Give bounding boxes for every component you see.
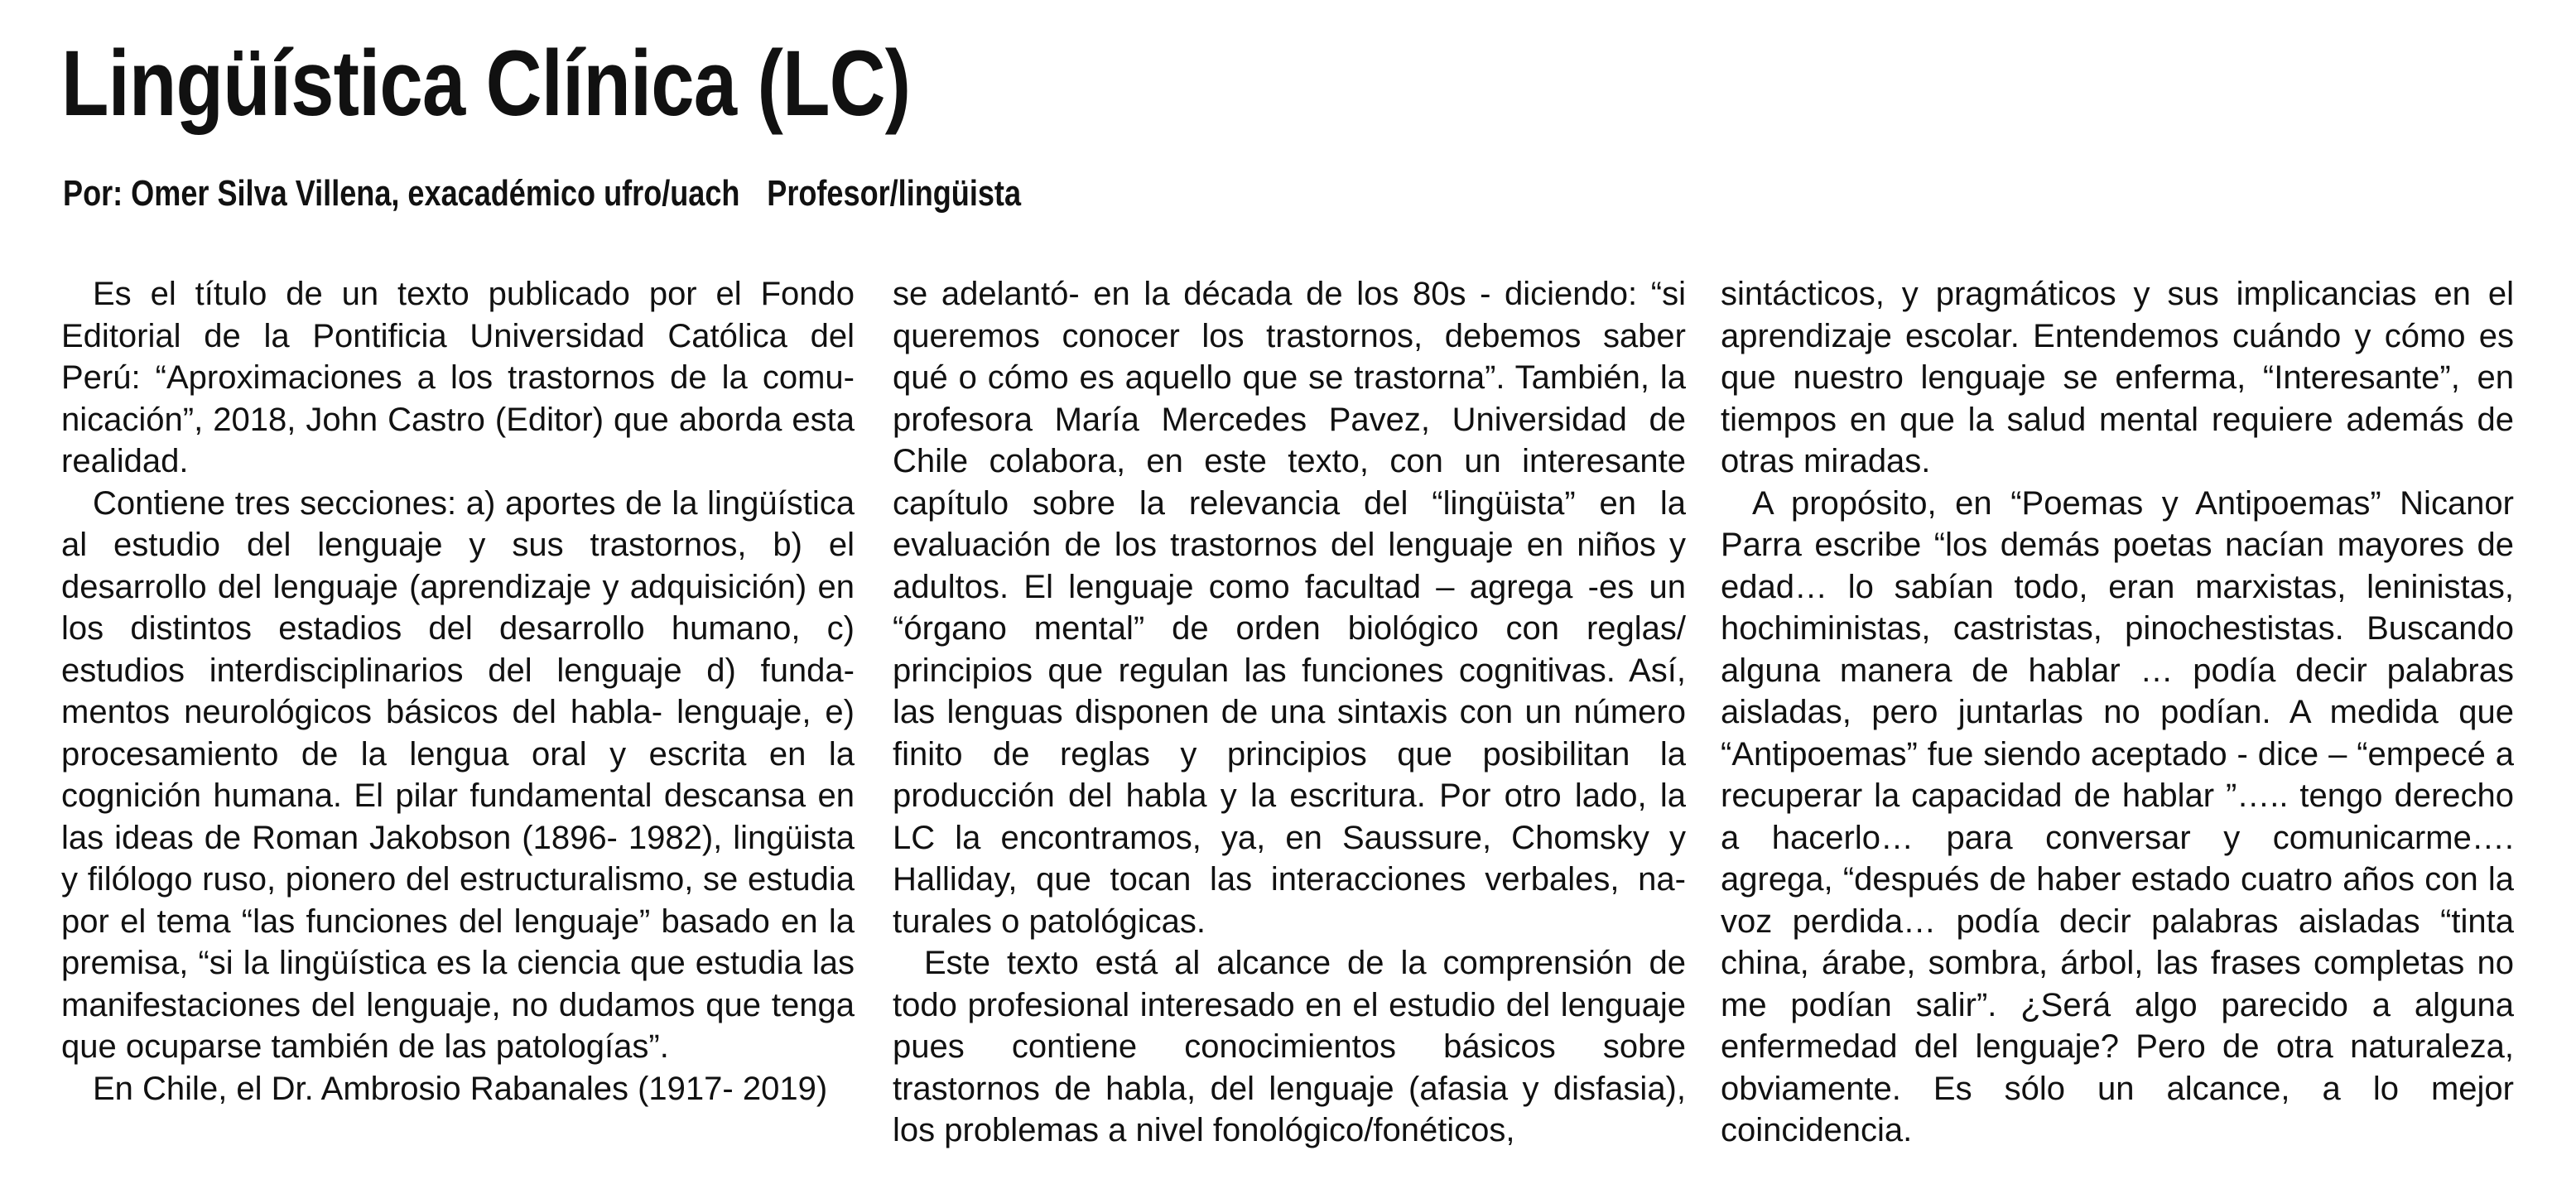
paragraph: Contiene tres secciones: a) aportes de la lingüística al estudio del lenguaje y sus trastornos, b) el desarrollo del lenguaje (aprendizaje y adquisición) en los distintos estadios del desarrollo humano, c) estudios interdisciplinarios del lenguaje d) fundamentos neurológicos básicos del habla- lenguaje, e) procesamiento de la lengua oral y escrita en la cognición humana. El pilar fundamental descansa en las ideas de Roman Jakobson (1896- 1982), lingüista y filólogo ruso, pionero del estructuralismo, se estudia por el tema “las funciones del lenguaje” basado en la premisa, “si la lingüística es la ciencia que estudia las manifestaciones del lenguaje, no dudamos que tenga que ocuparse también de las patologías”.: [61, 484, 855, 1065]
text-column-1: [61, 273, 855, 1110]
paragraph: Es el título de un texto publicado por el Fondo Editorial de la Pontificia Universidad Católica del Perú: “Aproximaciones a los trastornos de la comunicación”, 2018, John Castro (Editor) que aborda esta realidad.: [61, 276, 855, 479]
byline: [63, 171, 1021, 217]
paragraph: Este texto está al alcance de la comprensión de todo profesional interesado en el estudio del lenguaje pues contiene conocimientos básicos sobre trastornos de habla, del lenguaje (afasia y disfasia), los problemas a nivel fonológico/fonéticos,: [893, 945, 1686, 1148]
author-credit: Por: Omer Silva Villena, exacadémico ufro/uach: [63, 173, 740, 214]
paragraph-continued: sintácticos, y pragmáticos y sus implicancias en el aprendizaje escolar. Entendemos cuándo y cómo es que nuestro lenguaje se enferma, “Interesante”, en tiempos en que la salud mental requiere además de otras miradas.: [1721, 276, 2514, 479]
author-role: Profesor/lingüista: [767, 173, 1022, 214]
paragraph: En Chile, el Dr. Ambrosio Rabanales (1917- 2019): [93, 1070, 828, 1107]
paragraph-continued: se adelantó- en la década de los 80s - diciendo: “si queremos conocer los trastornos, debemos saber qué o cómo es aquello que se trastorna”. También, la profesora María Mercedes Pavez, Universidad de Chile colabora, en este texto, con un interesante capítulo sobre la relevancia del “lingüista” en la evaluación de los trastornos del lenguaje en niños y adultos. El lenguaje como facultad – agrega -es un “órgano mental” de orden biológico con reglas/ principios que regulan las funciones cognitivas. Así, las lenguas disponen de una sintaxis con un número finito de reglas y principios que posibilitan la producción del habla y la escritura. Por otro lado, la LC la encontramos, ya, en Saussure, Chomsky y Halliday, que tocan las interacciones verbales, naturales o patológicas.: [893, 276, 1686, 940]
text-column-3: [1721, 273, 2514, 1152]
paragraph: A propósito, en “Poemas y Antipoemas” Nicanor Parra escribe “los demás poetas nacían mayores de edad… lo sabían todo, eran marxistas, leninistas, hochiministas, castristas, pinochestistas. Buscando alguna manera de hablar … podía decir palabras aisladas, pero juntarlas no podían. A medida que “Antipoemas” fue siendo aceptado - dice – “empecé a recuperar la capacidad de hablar ”….. tengo derecho a hacerlo… para conversar y comunicarme…. agrega, “después de haber estado cuatro años con la voz perdida… podía decir palabras aisladas “tinta china, árabe, sombra, árbol, las frases completas no me podían salir”. ¿Será algo parecido a alguna enfermedad del lenguaje? Pero de otra naturaleza, obviamente. Es sólo un alcance, a lo mejor coincidencia.: [1721, 484, 2514, 1148]
text-column-2: [893, 273, 1686, 1152]
article-title: Lingüística Clínica (LC): [61, 31, 911, 135]
